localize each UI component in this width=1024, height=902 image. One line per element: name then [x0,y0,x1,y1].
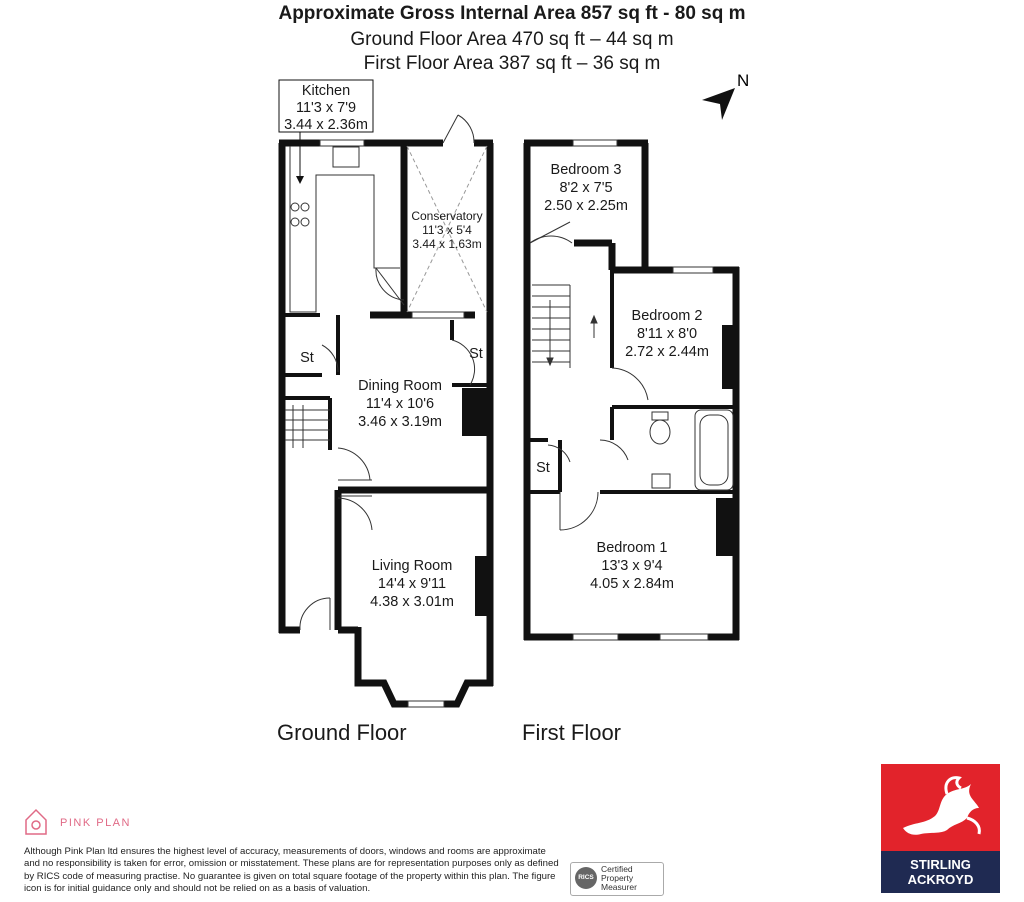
brand-wordmark [881,851,1000,893]
compass-icon [702,71,749,120]
bedroom2-name: Bedroom 2 [631,308,703,324]
rics-line2: Property [601,873,634,883]
chimney-breast [462,388,490,436]
rics-line1: Certified [601,864,633,874]
chimney-breast [475,556,490,616]
disclaimer-text: Although Pink Plan ltd ensures the highest level of accuracy, measurements of doors, windows and rooms are approximate and no responsibility is taken for error, omission or misstatement. These plans are for representation purposes only as defined by RICS code of measuring practise. No guarantee is given on total square footage of the property within this plan. The figure icon is for initial guidance only and should not be relied on as a basis of valuation. [24,846,559,895]
ground-floor-area: Ground Floor Area 470 sq ft – 44 sq m [350,29,674,50]
kitchen-imperial: 11'3 x 7'9 [295,100,357,116]
kitchen-name: Kitchen [301,83,351,99]
bedroom2-metric: 2.72 x 2.44m [625,344,709,360]
brand-line2: ACKROYD [907,872,974,887]
compass-label: N [737,71,750,90]
store-left-label: St [300,350,314,366]
bedroom3-metric: 2.50 x 2.25m [544,198,628,214]
store-right-label: St [469,346,483,362]
bedroom3-imperial: 8'2 x 7'5 [559,180,613,196]
dining-name: Dining Room [358,378,442,394]
store-ff-label: St [536,460,550,476]
bedroom3-name: Bedroom 3 [550,162,622,178]
chimney-breast [716,498,736,556]
first-floor-label: First Floor [522,720,621,745]
kitchen-metric: 3.44 x 2.36m [284,117,368,133]
bedroom2-imperial: 8'11 x 8'0 [636,326,698,342]
rics-logo: RICS [575,867,597,889]
dining-imperial: 11'4 x 10'6 [365,396,435,412]
bedroom1-metric: 4.05 x 2.84m [590,576,674,592]
stirling-ackroyd-logo [881,764,1000,893]
griffin-icon [881,764,1000,851]
living-metric: 4.38 x 3.01m [370,594,454,610]
bedroom1-name: Bedroom 1 [596,540,668,556]
pinkplan-logo-icon [26,810,46,834]
pinkplan-wordmark: PINK PLAN [60,817,131,829]
conservatory-imperial: 11'3 x 5'4 [422,223,472,237]
ground-floor-label: Ground Floor [277,720,407,745]
brand-emblem [881,764,1000,851]
living-imperial: 14'4 x 9'11 [377,576,447,592]
rics-text [601,865,637,892]
living-name: Living Room [371,558,453,574]
brand-line1: STIRLING [910,857,971,872]
first-floor-area: First Floor Area 387 sq ft – 36 sq m [363,53,661,74]
conservatory-name: Conservatory [411,209,483,223]
dining-metric: 3.46 x 3.19m [358,414,442,430]
rics-badge [570,862,664,896]
conservatory-metric: 3.44 x 1.63m [412,237,482,251]
bedroom1-imperial: 13'3 x 9'4 [601,558,663,574]
gross-area-title: Approximate Gross Internal Area 857 sq ft - 80 sq m [278,3,746,24]
chimney-breast [722,325,736,389]
rics-line3: Measurer [601,882,637,892]
kitchen-pointer-arrow [296,176,304,184]
